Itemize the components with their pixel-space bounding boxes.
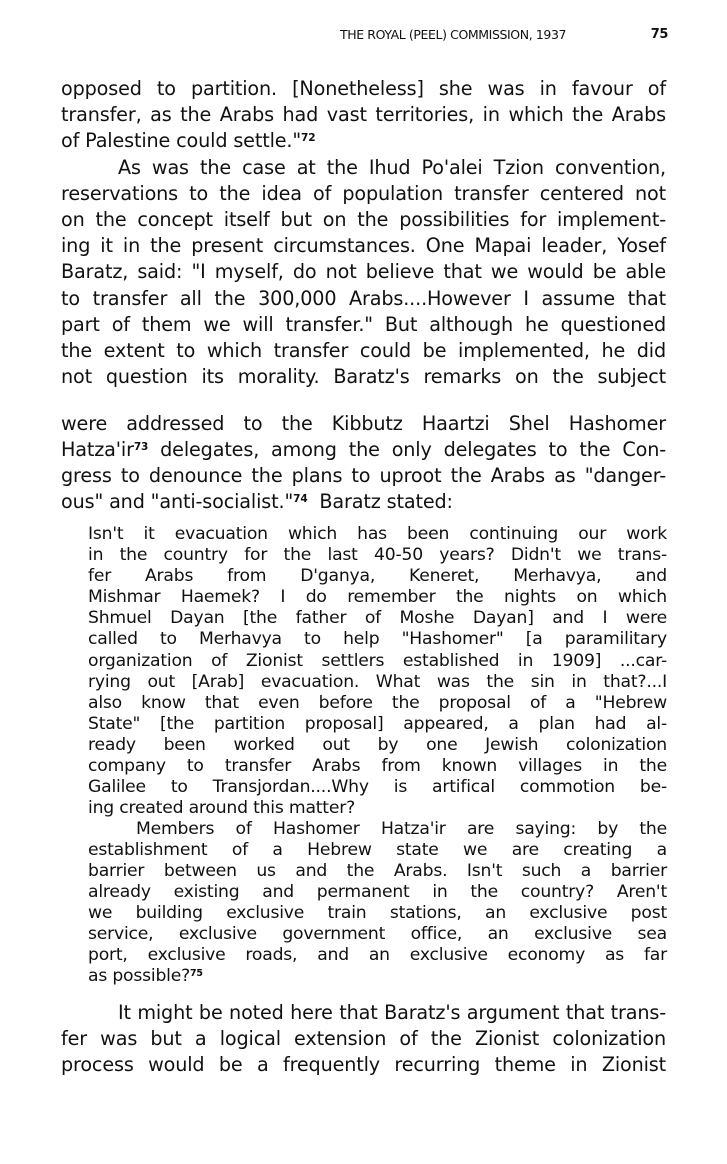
quote-line: port, exclusive roads, and an exclusive economy as far [88, 945, 667, 965]
text-line: process would be a frequently recurring theme in Zionist [61, 1053, 666, 1076]
quote-line: Isn't it evacuation which has been continuing our work [88, 524, 667, 544]
quote-line: we building exclusive train stations, an exclusive post [88, 903, 667, 923]
quote-line: establishment of a Hebrew state we are creating a [88, 840, 667, 860]
quote-line: fer Arabs from D'ganya, Keneret, Merhavya, and [88, 566, 667, 586]
quote-line: Members of Hashomer Hatza'ir are saying: by the [136, 819, 667, 839]
quote-line: in the country for the last 40-50 years? Didn't we trans- [88, 545, 667, 565]
quote-line: company to transfer Arabs from known villages in the [88, 756, 667, 776]
text-line [61, 489, 666, 515]
quote-line: Shmuel Dayan [the father of Moshe Dayan] and I were [88, 608, 667, 628]
quote-line: also know that even before the proposal of a "Hebrew [88, 693, 667, 713]
quote-line: ready been worked out by one Jewish colonization [88, 735, 667, 755]
quote-line [88, 965, 667, 987]
text-line: on the concept itself but on the possibilities for implement- [61, 208, 666, 231]
text-line: the extent to which transfer could be implemented, he did [61, 339, 666, 362]
text-line: gress to denounce the plans to uproot the Arabs as "danger- [61, 464, 666, 487]
quote-line: service, exclusive government office, an exclusive sea [88, 924, 667, 944]
footnote-ref-74[interactable]: 74 [293, 493, 308, 506]
footnote-ref-72[interactable]: 72 [301, 132, 316, 145]
quote-line: State" [the partition proposal] appeared, a plan had al- [88, 714, 667, 734]
text-line: not question its morality. Baratz's remarks on the subject [61, 365, 666, 388]
text-line: It might be noted here that Baratz's argument that trans- [118, 1001, 666, 1024]
quote-line: rying out [Arab] evacuation. What was the sin in that?...I [88, 672, 667, 692]
text-line: reservations to the idea of population transfer centered not [61, 182, 666, 205]
text-span: Baratz stated: [319, 490, 453, 513]
text-line: to transfer all the 300,000 Arabs....However I assume that [61, 287, 666, 310]
text-line: fer was but a logical extension of the Zionist colonization [61, 1027, 666, 1050]
quote-line: called to Merhavya to help "Hashomer" [a paramilitary [88, 629, 667, 649]
footnote-ref-75[interactable]: 75 [190, 967, 203, 979]
text-line: were addressed to the Kibbutz Haartzi Shel Hashomer [61, 412, 666, 435]
text-span: as possible? [88, 966, 191, 986]
text-line: ing it in the present circumstances. One Mapai leader, Yosef [61, 234, 666, 257]
text-span: of Palestine could settle." [61, 129, 302, 152]
text-line: opposed to partition. [Nonetheless] she was in favour of [61, 77, 666, 100]
text-line: Baratz, said: "I myself, do not believe that we would be able [61, 260, 666, 283]
footnote-ref-73[interactable]: 73 [133, 441, 149, 454]
text-span: Hatza'ir [61, 438, 134, 461]
text-line [61, 128, 666, 154]
quote-line: barrier between us and the Arabs. Isn't such a barrier [88, 861, 667, 881]
text-line [61, 437, 666, 463]
running-head [340, 24, 668, 44]
text-span: delegates, among the only delegates to the Con- [160, 438, 666, 461]
quote-line: organization of Zionist settlers established in 1909] ...car- [88, 651, 667, 671]
text-span: ous" and "anti-socialist." [61, 490, 294, 513]
text-line: transfer, as the Arabs had vast territories, in which the Arabs [61, 103, 666, 126]
quote-line: Galilee to Transjordan....Why is artifical commotion be- [88, 777, 667, 797]
quote-line: already existing and permanent in the country? Aren't [88, 882, 667, 902]
quote-line: ing created around this matter? [88, 798, 356, 818]
running-title: THE ROYAL (PEEL) COMMISSION, 1937 [340, 26, 567, 42]
text-line: As was the case at the Ihud Po'alei Tzion convention, [118, 156, 666, 179]
page-number: 75 [650, 26, 668, 42]
quote-line: Mishmar Haemek? I do remember the nights on which [88, 587, 667, 607]
text-line: part of them we will transfer." But although he questioned [61, 313, 666, 336]
